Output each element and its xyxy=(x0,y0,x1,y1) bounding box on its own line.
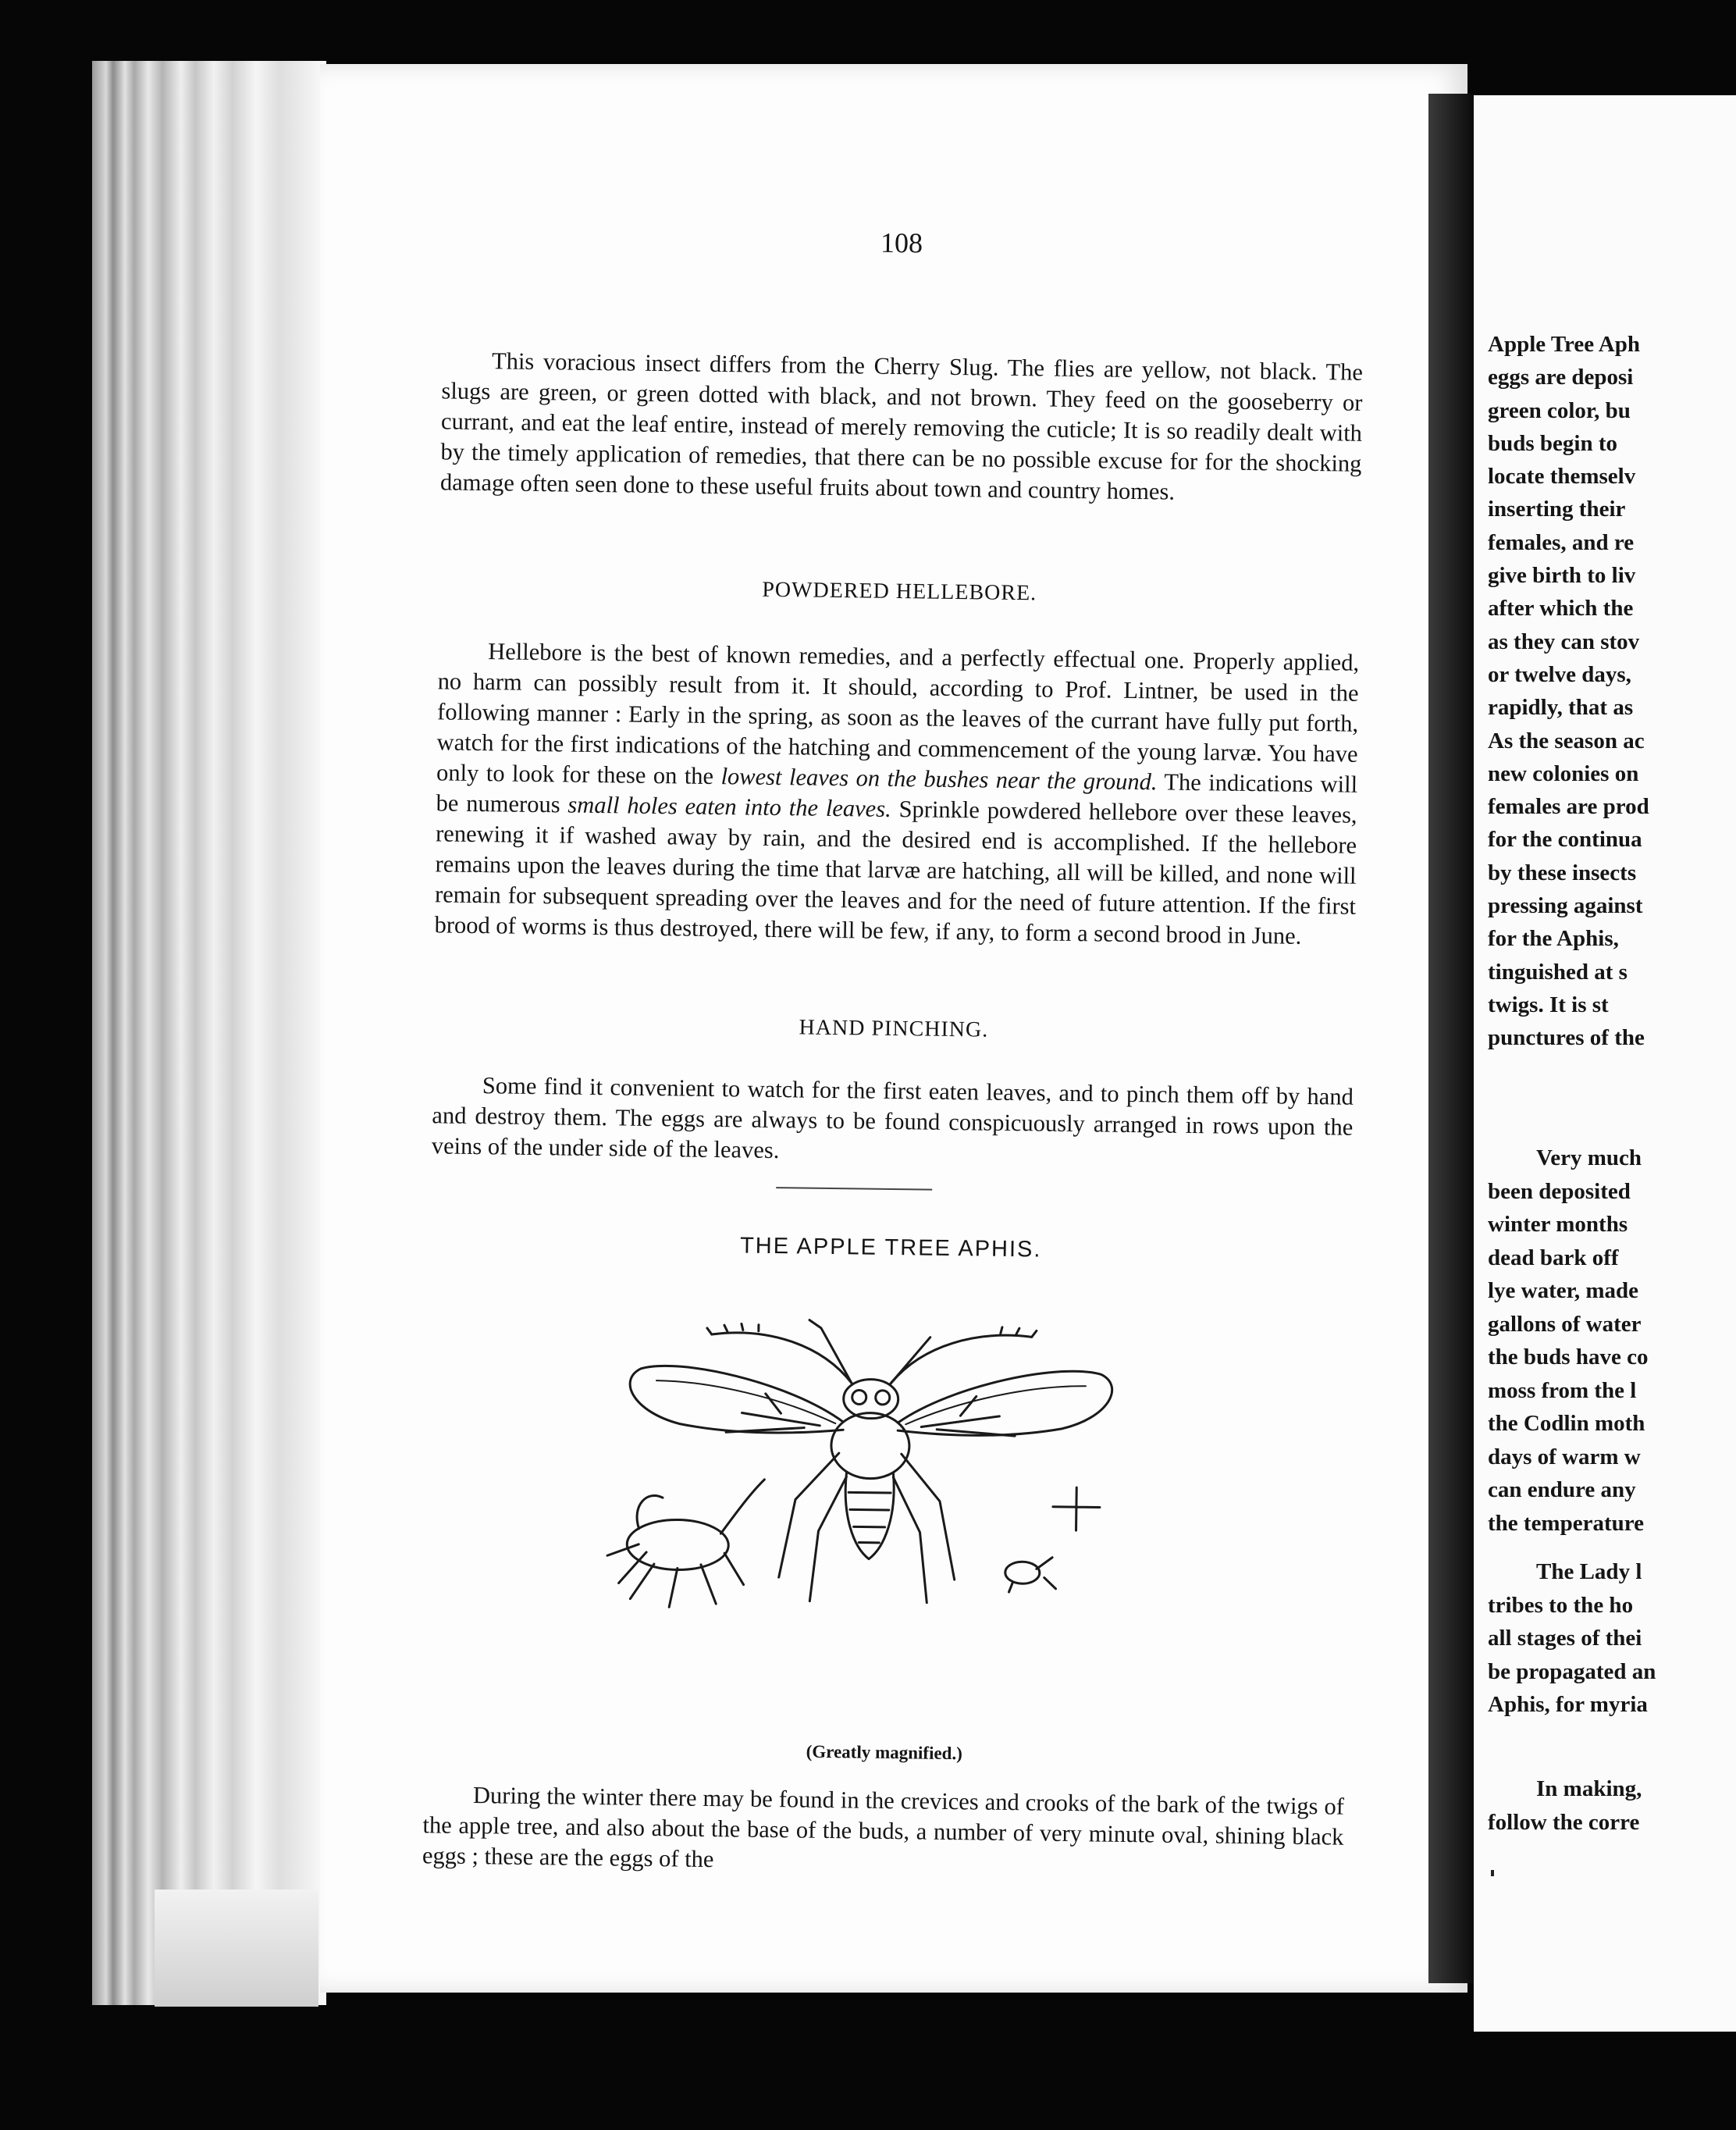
right-block-1: Apple Tree Aph eggs are deposi green color, bu buds begin to locate themselv inserting their females, and re give birth to liv after which the as they can stov or twelve days, rapidly, that as As the season ac new colonies on females are prod for the continua by these insects pressing against for the Aphis, tinguished at s twigs. It is st punctures of the xyxy=(1488,332,1649,1051)
hellebore-paragraph xyxy=(434,636,1359,952)
aphis-text: During the winter there may be found in the crevices and crooks of the bark of the twigs of the apple tree, and also about the base of the buds, a number of very minute oval, shining black eggs ; these are the eggs of the xyxy=(422,1782,1345,1873)
hellebore-italic-b: small holes eaten into the leaves. xyxy=(567,791,891,822)
aphis-thorax xyxy=(831,1412,909,1479)
figure-caption: (Greatly magnified.) xyxy=(806,1741,963,1764)
right-block-4: In making, follow the corre xyxy=(1488,1776,1642,1835)
right-block-2: Very much been deposited winter months dead bark off lye water, made gallons of water the buds have co moss from the l the Codlin moth days of warm w can endure any the temperature xyxy=(1488,1145,1649,1536)
page-edge-stack xyxy=(92,61,326,2005)
page-edge-bottom xyxy=(155,1890,318,2007)
page-speck xyxy=(1491,1870,1494,1876)
hellebore-text-b: The indications will be numerous xyxy=(436,768,1358,818)
hellebore-italic-a: lowest leaves on the bushes near the ground. xyxy=(720,763,1158,796)
right-wing xyxy=(898,1369,1112,1437)
aphis-illustration xyxy=(582,1294,1181,1708)
pinching-text: Some find it convenient to watch for the first eaten leaves, and to pinch them off by hand and destroy them. The eggs are always to be found conspicuously arranged in rows upon the veins of the under side of the leaves. xyxy=(431,1072,1354,1164)
scale-cross xyxy=(1053,1487,1101,1531)
wingless-aphid xyxy=(627,1519,729,1571)
right-block-3: The Lady l tribes to the ho all stages of thei be propagated an Aphis, for myria xyxy=(1488,1559,1656,1717)
intro-text: This voracious insect differs from the Cherry Slug. The flies are yellow, not black. The slugs are green, or green dotted with black, and not brown. They feed on the gooseberry or currant, and eat the leaf entire, instead of merely removing the cuticle; It is so readily dealt with by the timely application of remedies, that there can be no possible excuse for for the shocking damage often seen done to these useful fruits about town and country homes. xyxy=(439,347,1364,505)
hellebore-text-a: Hellebore is the best of known remedies, and a perfectly effectual one. Properly applied, no harm can possibly result from it. It should, according to Prof. Lintner, be used in the following manner : Early in the spring, as soon as the leaves of the currant have fully put forth, watch for the first indications of the hatching and commencement of the young larvæ. You have only to look for these on the xyxy=(436,638,1360,789)
aphis-title: THE APPLE TREE APHIS. xyxy=(739,1233,1042,1263)
aphis-abdomen xyxy=(845,1473,894,1559)
book-gutter xyxy=(1428,94,1475,1983)
intro-paragraph xyxy=(440,345,1363,509)
aphis-paragraph xyxy=(422,1779,1344,1882)
hellebore-text-c: Sprinkle powdered hellebore over these leaves, renewing it if washed away by rain, and the desired end is accomplished. If the hellebore remains upon the leaves during the time that larvæ are hatching, all will be killed, and none will remain for subsequent spreading over the leaves and for the need of future attention. If the first brood of worms is thus destroyed, there will be few, if any, to form a second brood in June. xyxy=(434,796,1357,949)
pinching-paragraph xyxy=(432,1070,1354,1173)
pinching-heading: HAND PINCHING. xyxy=(799,1015,989,1042)
right-page xyxy=(1474,95,1736,2032)
page-number: 108 xyxy=(880,226,923,259)
hellebore-heading: POWDERED HELLEBORE. xyxy=(762,577,1037,606)
tiny-aphid xyxy=(1005,1562,1040,1584)
left-page-content xyxy=(305,56,1478,2000)
section-divider xyxy=(776,1187,932,1191)
left-page xyxy=(320,64,1467,1993)
